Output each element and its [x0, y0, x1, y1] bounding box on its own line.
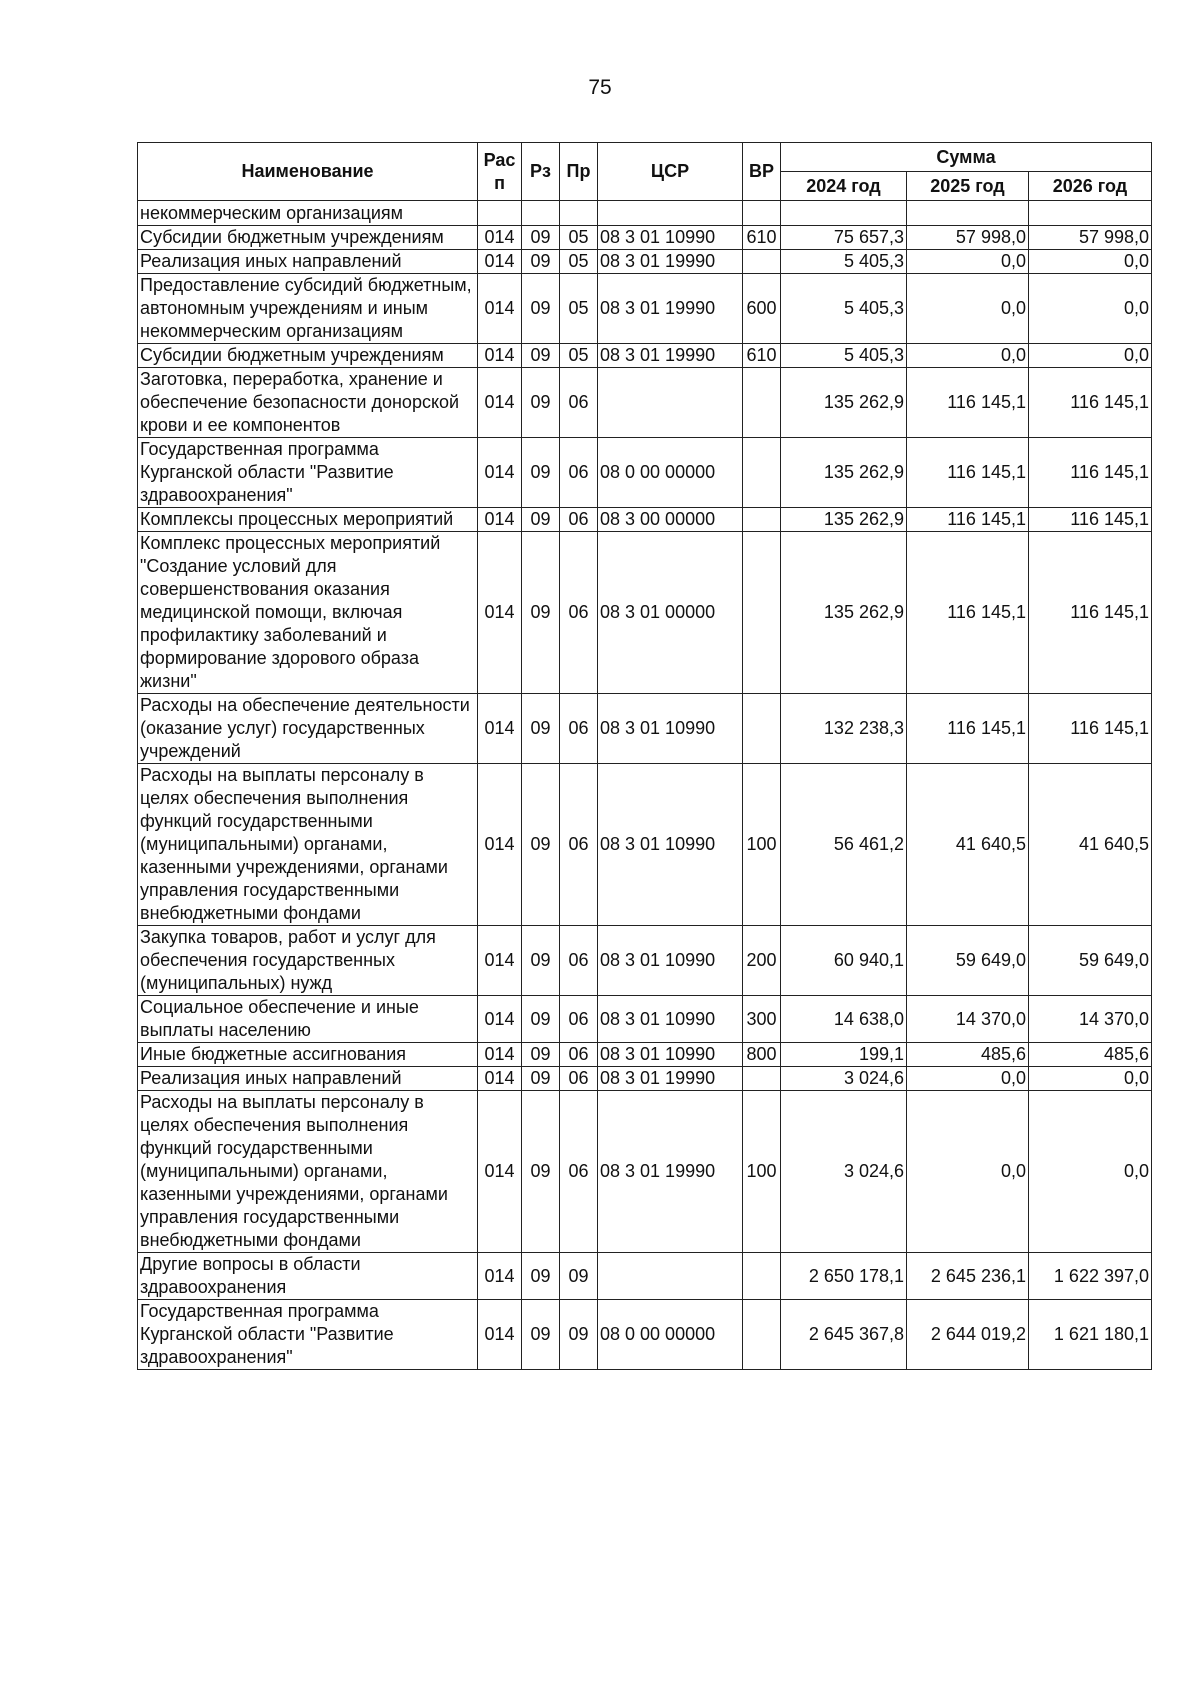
- cell-sum-2026: 116 145,1: [1029, 532, 1152, 694]
- cell-sum-2026: 1 621 180,1: [1029, 1300, 1152, 1370]
- cell-sum-2025: 116 145,1: [907, 694, 1029, 764]
- cell-sum-2024: 199,1: [781, 1043, 907, 1067]
- cell-sum-2024: [781, 201, 907, 226]
- cell-name: Реализация иных направлений: [138, 250, 478, 274]
- cell-rz: 09: [522, 344, 560, 368]
- cell-rasp: 014: [478, 764, 522, 926]
- cell-csr: [598, 1253, 743, 1300]
- header-year-2026: 2026 год: [1029, 172, 1152, 201]
- cell-rz: 09: [522, 368, 560, 438]
- cell-rz: 09: [522, 764, 560, 926]
- cell-csr: 08 0 00 00000: [598, 1300, 743, 1370]
- cell-sum-2025: 0,0: [907, 1067, 1029, 1091]
- cell-rz: 09: [522, 250, 560, 274]
- cell-rasp: 014: [478, 274, 522, 344]
- cell-csr: [598, 368, 743, 438]
- cell-rz: 09: [522, 1043, 560, 1067]
- cell-sum-2026: 0,0: [1029, 250, 1152, 274]
- cell-rz: 09: [522, 1067, 560, 1091]
- cell-sum-2025: 2 645 236,1: [907, 1253, 1029, 1300]
- cell-csr: 08 3 00 00000: [598, 508, 743, 532]
- cell-sum-2025: 116 145,1: [907, 508, 1029, 532]
- cell-rasp: 014: [478, 438, 522, 508]
- cell-csr: 08 3 01 10990: [598, 996, 743, 1043]
- table-row: [138, 226, 1152, 250]
- header-pr: Пр: [560, 143, 598, 201]
- cell-rz: 09: [522, 996, 560, 1043]
- budget-table: [137, 142, 1152, 1370]
- cell-sum-2025: 0,0: [907, 344, 1029, 368]
- cell-pr: 06: [560, 508, 598, 532]
- cell-pr: 09: [560, 1300, 598, 1370]
- cell-sum-2025: 485,6: [907, 1043, 1029, 1067]
- table-row: [138, 274, 1152, 344]
- cell-sum-2026: 0,0: [1029, 1091, 1152, 1253]
- cell-pr: [560, 201, 598, 226]
- cell-sum-2025: 0,0: [907, 1091, 1029, 1253]
- cell-sum-2025: 116 145,1: [907, 368, 1029, 438]
- cell-rasp: 014: [478, 532, 522, 694]
- cell-rasp: 014: [478, 1300, 522, 1370]
- cell-vr: [743, 250, 781, 274]
- cell-rz: 09: [522, 274, 560, 344]
- cell-sum-2026: 41 640,5: [1029, 764, 1152, 926]
- cell-name: Заготовка, переработка, хранение и обеспечение безопасности донорской крови и ее компонентов: [138, 368, 478, 438]
- cell-pr: 06: [560, 694, 598, 764]
- cell-name: Социальное обеспечение и иные выплаты населению: [138, 996, 478, 1043]
- cell-pr: 06: [560, 1043, 598, 1067]
- cell-sum-2024: 3 024,6: [781, 1091, 907, 1253]
- cell-vr: 300: [743, 996, 781, 1043]
- header-year-2024: 2024 год: [781, 172, 907, 201]
- table-header: [138, 143, 1152, 201]
- cell-pr: 05: [560, 274, 598, 344]
- cell-vr: [743, 368, 781, 438]
- table-row: [138, 1300, 1152, 1370]
- cell-csr: 08 3 01 19990: [598, 250, 743, 274]
- cell-sum-2025: 59 649,0: [907, 926, 1029, 996]
- cell-pr: 06: [560, 764, 598, 926]
- cell-name: Реализация иных направлений: [138, 1067, 478, 1091]
- cell-sum-2026: 116 145,1: [1029, 438, 1152, 508]
- cell-csr: 08 3 01 00000: [598, 532, 743, 694]
- cell-rasp: 014: [478, 508, 522, 532]
- cell-sum-2025: 14 370,0: [907, 996, 1029, 1043]
- cell-sum-2024: 132 238,3: [781, 694, 907, 764]
- cell-vr: [743, 1253, 781, 1300]
- table-row: [138, 996, 1152, 1043]
- cell-name: Расходы на выплаты персоналу в целях обеспечения выполнения функций государственными (муниципальными) органами, казенными учреждениями, органами управления государственными внебюджетными фондами: [138, 764, 478, 926]
- cell-vr: [743, 201, 781, 226]
- cell-name: некоммерческим организациям: [138, 201, 478, 226]
- cell-name: Предоставление субсидий бюджетным, автономным учреждениям и иным некоммерческим организациям: [138, 274, 478, 344]
- cell-sum-2024: 5 405,3: [781, 274, 907, 344]
- cell-sum-2026: 116 145,1: [1029, 368, 1152, 438]
- table-row: [138, 1253, 1152, 1300]
- cell-rz: 09: [522, 1300, 560, 1370]
- cell-rz: 09: [522, 438, 560, 508]
- cell-rasp: 014: [478, 226, 522, 250]
- cell-sum-2024: 5 405,3: [781, 250, 907, 274]
- cell-sum-2026: 0,0: [1029, 344, 1152, 368]
- cell-rasp: 014: [478, 1043, 522, 1067]
- cell-name: Расходы на обеспечение деятельности (оказание услуг) государственных учреждений: [138, 694, 478, 764]
- header-year-2025: 2025 год: [907, 172, 1029, 201]
- cell-vr: 800: [743, 1043, 781, 1067]
- cell-name: Комплексы процессных мероприятий: [138, 508, 478, 532]
- cell-name: Иные бюджетные ассигнования: [138, 1043, 478, 1067]
- cell-sum-2026: 57 998,0: [1029, 226, 1152, 250]
- cell-csr: 08 3 01 10990: [598, 694, 743, 764]
- cell-csr: 08 3 01 10990: [598, 764, 743, 926]
- table-row: [138, 1067, 1152, 1091]
- cell-sum-2025: [907, 201, 1029, 226]
- cell-pr: 05: [560, 344, 598, 368]
- cell-csr: 08 3 01 19990: [598, 1067, 743, 1091]
- cell-sum-2026: 1 622 397,0: [1029, 1253, 1152, 1300]
- cell-sum-2024: 5 405,3: [781, 344, 907, 368]
- cell-sum-2025: 2 644 019,2: [907, 1300, 1029, 1370]
- cell-name: Комплекс процессных мероприятий "Создание условий для совершенствования оказания медицинской помощи, включая профилактику заболеваний и формирование здорового образа жизни": [138, 532, 478, 694]
- cell-vr: [743, 1067, 781, 1091]
- cell-name: Другие вопросы в области здравоохранения: [138, 1253, 478, 1300]
- cell-csr: 08 3 01 10990: [598, 226, 743, 250]
- table-row: [138, 344, 1152, 368]
- cell-csr: [598, 201, 743, 226]
- cell-vr: [743, 1300, 781, 1370]
- cell-vr: [743, 694, 781, 764]
- cell-csr: 08 3 01 19990: [598, 1091, 743, 1253]
- table-row: [138, 250, 1152, 274]
- header-csr: ЦСР: [598, 143, 743, 201]
- cell-vr: 610: [743, 344, 781, 368]
- header-sum: Сумма: [781, 143, 1152, 172]
- cell-name: Расходы на выплаты персоналу в целях обеспечения выполнения функций государственными (муниципальными) органами, казенными учреждениями, органами управления государственными внебюджетными фондами: [138, 1091, 478, 1253]
- cell-pr: 06: [560, 368, 598, 438]
- table-row: [138, 438, 1152, 508]
- cell-rz: 09: [522, 694, 560, 764]
- cell-name: Государственная программа Курганской области "Развитие здравоохранения": [138, 1300, 478, 1370]
- cell-rasp: 014: [478, 368, 522, 438]
- cell-sum-2024: 75 657,3: [781, 226, 907, 250]
- cell-sum-2025: 57 998,0: [907, 226, 1029, 250]
- cell-sum-2025: 116 145,1: [907, 438, 1029, 508]
- cell-sum-2025: 0,0: [907, 274, 1029, 344]
- cell-rasp: [478, 201, 522, 226]
- header-rasp: Рас п: [478, 143, 522, 201]
- cell-sum-2026: [1029, 201, 1152, 226]
- cell-sum-2024: 14 638,0: [781, 996, 907, 1043]
- cell-pr: 06: [560, 438, 598, 508]
- cell-sum-2025: 0,0: [907, 250, 1029, 274]
- cell-sum-2025: 116 145,1: [907, 532, 1029, 694]
- cell-sum-2024: 135 262,9: [781, 438, 907, 508]
- table-row: [138, 926, 1152, 996]
- cell-name: Закупка товаров, работ и услуг для обеспечения государственных (муниципальных) нужд: [138, 926, 478, 996]
- cell-vr: [743, 508, 781, 532]
- cell-name: Субсидии бюджетным учреждениям: [138, 226, 478, 250]
- cell-csr: 08 3 01 10990: [598, 1043, 743, 1067]
- cell-rasp: 014: [478, 250, 522, 274]
- cell-csr: 08 3 01 19990: [598, 344, 743, 368]
- cell-pr: 09: [560, 1253, 598, 1300]
- cell-vr: 100: [743, 764, 781, 926]
- cell-sum-2024: 2 645 367,8: [781, 1300, 907, 1370]
- table-row: [138, 1043, 1152, 1067]
- cell-vr: 610: [743, 226, 781, 250]
- cell-sum-2024: 60 940,1: [781, 926, 907, 996]
- cell-sum-2026: 14 370,0: [1029, 996, 1152, 1043]
- cell-rz: 09: [522, 226, 560, 250]
- cell-rasp: 014: [478, 1253, 522, 1300]
- cell-vr: 600: [743, 274, 781, 344]
- table-row: [138, 532, 1152, 694]
- cell-rasp: 014: [478, 996, 522, 1043]
- cell-sum-2024: 2 650 178,1: [781, 1253, 907, 1300]
- cell-rasp: 014: [478, 694, 522, 764]
- cell-sum-2026: 116 145,1: [1029, 694, 1152, 764]
- cell-rz: 09: [522, 1091, 560, 1253]
- cell-rasp: 014: [478, 926, 522, 996]
- table-row: [138, 368, 1152, 438]
- cell-sum-2024: 3 024,6: [781, 1067, 907, 1091]
- cell-pr: 06: [560, 926, 598, 996]
- table-row: [138, 694, 1152, 764]
- cell-sum-2025: 41 640,5: [907, 764, 1029, 926]
- cell-pr: 05: [560, 250, 598, 274]
- header-name: Наименование: [138, 143, 478, 201]
- cell-sum-2026: 485,6: [1029, 1043, 1152, 1067]
- table-row: [138, 508, 1152, 532]
- cell-vr: 200: [743, 926, 781, 996]
- table-row: [138, 1091, 1152, 1253]
- cell-vr: [743, 532, 781, 694]
- cell-sum-2024: 135 262,9: [781, 532, 907, 694]
- cell-sum-2026: 59 649,0: [1029, 926, 1152, 996]
- cell-pr: 05: [560, 226, 598, 250]
- cell-name: Субсидии бюджетным учреждениям: [138, 344, 478, 368]
- cell-csr: 08 3 01 19990: [598, 274, 743, 344]
- cell-rasp: 014: [478, 344, 522, 368]
- cell-sum-2024: 56 461,2: [781, 764, 907, 926]
- cell-pr: 06: [560, 996, 598, 1043]
- cell-vr: [743, 438, 781, 508]
- cell-rasp: 014: [478, 1067, 522, 1091]
- page-number: 75: [588, 76, 612, 99]
- cell-rz: 09: [522, 926, 560, 996]
- cell-sum-2026: 0,0: [1029, 1067, 1152, 1091]
- table-row: [138, 764, 1152, 926]
- cell-pr: 06: [560, 1091, 598, 1253]
- table-body: [138, 201, 1152, 1370]
- cell-sum-2024: 135 262,9: [781, 508, 907, 532]
- cell-rasp: 014: [478, 1091, 522, 1253]
- cell-csr: 08 3 01 10990: [598, 926, 743, 996]
- cell-sum-2026: 116 145,1: [1029, 508, 1152, 532]
- header-vr: ВР: [743, 143, 781, 201]
- cell-pr: 06: [560, 1067, 598, 1091]
- cell-rz: 09: [522, 508, 560, 532]
- cell-sum-2026: 0,0: [1029, 274, 1152, 344]
- cell-rz: 09: [522, 532, 560, 694]
- cell-rz: [522, 201, 560, 226]
- table-row: [138, 201, 1152, 226]
- cell-rz: 09: [522, 1253, 560, 1300]
- header-rz: Рз: [522, 143, 560, 201]
- cell-name: Государственная программа Курганской области "Развитие здравоохранения": [138, 438, 478, 508]
- cell-csr: 08 0 00 00000: [598, 438, 743, 508]
- cell-vr: 100: [743, 1091, 781, 1253]
- cell-pr: 06: [560, 532, 598, 694]
- cell-sum-2024: 135 262,9: [781, 368, 907, 438]
